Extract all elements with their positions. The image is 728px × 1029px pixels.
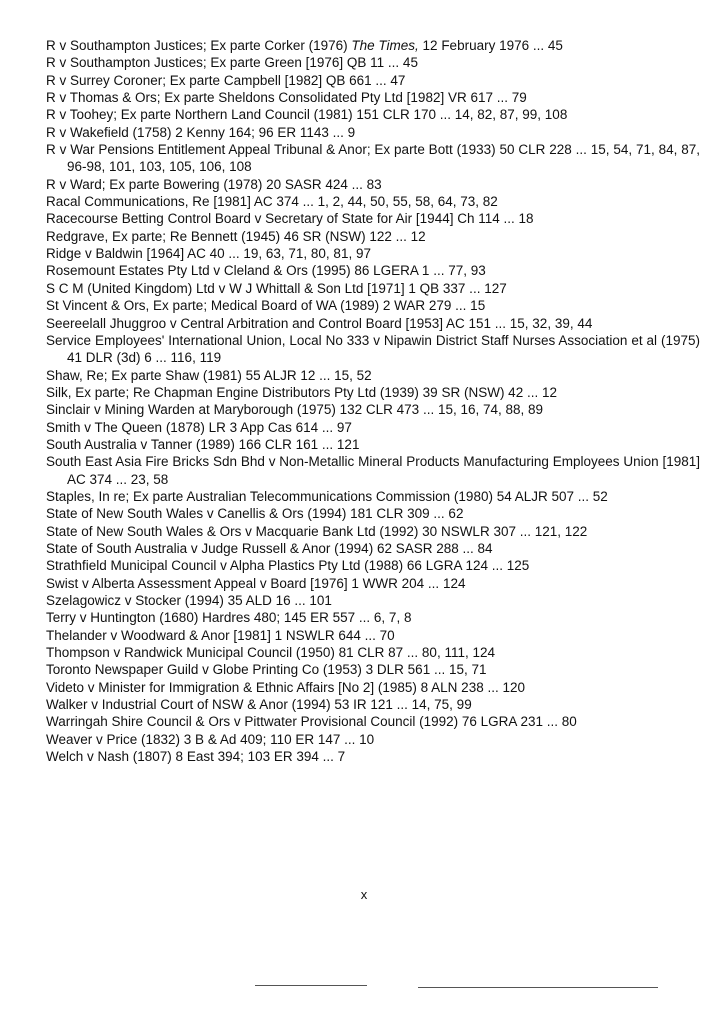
case-entry: State of New South Wales & Ors v Macquarie Bank Ltd (1992) 30 NSWLR 307 ... 121, 122 [46,523,588,539]
footer-rule-left [255,985,367,986]
report-name: The Times, [351,38,419,53]
case-entry: Strathfield Municipal Council v Alpha Plastics Pty Ltd (1988) 66 LGRA 124 ... 125 [46,558,530,574]
case-entry: R v Southampton Justices; Ex parte Corker (1976) The Times, 12 February 1976 ... 45 [46,38,563,53]
case-entry: Redgrave, Ex parte; Re Bennett (1945) 46 SR (NSW) 122 ... 12 [46,228,426,244]
case-entry: R v Toohey; Ex parte Northern Land Council (1981) 151 CLR 170 ... 14, 82, 87, 99, 108 [46,107,568,123]
case-entry: State of South Australia v Judge Russell & Anor (1994) 62 SASR 288 ... 84 [46,540,493,556]
case-entry: Ridge v Baldwin [1964] AC 40 ... 19, 63, 71, 80, 81, 97 [46,246,371,262]
case-entry: Weaver v Price (1832) 3 B & Ad 409; 110 ER 147 ... 10 [46,731,375,747]
case-entry: State of New South Wales v Canellis & Ors (1994) 181 CLR 309 ... 62 [46,506,464,522]
case-entry: Swist v Alberta Assessment Appeal v Board [1976] 1 WWR 204 ... 124 [46,575,466,591]
case-entry: South Australia v Tanner (1989) 166 CLR 161 ... 121 [46,436,360,452]
case-entry: Warringah Shire Council & Ors v Pittwater Provisional Council (1992) 76 LGRA 231 ... 80 [46,714,577,730]
table-of-cases-list [46,37,700,765]
case-entry: Toronto Newspaper Guild v Globe Printing Co (1953) 3 DLR 561 ... 15, 71 [46,662,487,678]
case-entry: Thompson v Randwick Municipal Council (1950) 81 CLR 87 ... 80, 111, 124 [46,645,495,661]
case-entry: Shaw, Re; Ex parte Shaw (1981) 55 ALJR 12 ... 15, 52 [46,367,372,383]
case-entry: R v War Pensions Entitlement Appeal Tribunal & Anor; Ex parte Bott (1933) 50 CLR 228 ... 15, 54, 71, 84, 87, 96-98, 101, 103, 105, 106, 108 [46,142,700,175]
footer-rule-right [418,987,658,988]
case-entry: Seereelall Jhuggroo v Central Arbitration and Control Board [1953] AC 151 ... 15, 32, 39, 44 [46,315,593,331]
case-entry: R v Surrey Coroner; Ex parte Campbell [1982] QB 661 ... 47 [46,72,406,88]
page-number: x [360,887,368,902]
case-entry: Racecourse Betting Control Board v Secretary of State for Air [1944] Ch 114 ... 18 [46,211,534,227]
case-entry: Service Employees' International Union, Local No 333 v Nipawin District Staff Nurses Association et al (1975) 41 DLR (3d) 6 ... 116, 119 [46,332,700,366]
case-entry: South East Asia Fire Bricks Sdn Bhd v Non-Metallic Mineral Products Manufacturing Employees Union [1981] AC 374 ... 23, 58 [46,454,700,487]
case-entry: Thelander v Woodward & Anor [1981] 1 NSWLR 644 ... 70 [46,627,395,643]
case-entry: R v Wakefield (1758) 2 Kenny 164; 96 ER 1143 ... 9 [46,124,356,140]
case-entry: St Vincent & Ors, Ex parte; Medical Board of WA (1989) 2 WAR 279 ... 15 [46,298,486,314]
case-entry: R v Thomas & Ors; Ex parte Sheldons Consolidated Pty Ltd [1982] VR 617 ... 79 [46,90,527,106]
case-entry: Smith v The Queen (1878) LR 3 App Cas 614 ... 97 [46,419,352,435]
case-entry: Videto v Minister for Immigration & Ethnic Affairs [No 2] (1985) 8 ALN 238 ... 120 [46,679,525,695]
case-entry: Racal Communications, Re [1981] AC 374 ... 1, 2, 44, 50, 55, 58, 64, 73, 82 [46,194,498,210]
case-entry: Sinclair v Mining Warden at Maryborough (1975) 132 CLR 473 ... 15, 16, 74, 88, 89 [46,402,544,418]
case-entry: Terry v Huntington (1680) Hardres 480; 145 ER 557 ... 6, 7, 8 [46,610,412,626]
case-entry: S C M (United Kingdom) Ltd v W J Whittall & Son Ltd [1971] 1 QB 337 ... 127 [46,280,507,296]
case-entry: Szelagowicz v Stocker (1994) 35 ALD 16 ... 101 [46,593,332,608]
case-entry: Walker v Industrial Court of NSW & Anor (1994) 53 IR 121 ... 14, 75, 99 [46,697,472,713]
case-entry: R v Southampton Justices; Ex parte Green [1976] QB 11 ... 45 [46,55,418,71]
case-entry: Staples, In re; Ex parte Australian Telecommunications Commission (1980) 54 ALJR 507 ... 52 [46,488,608,504]
case-entry: Welch v Nash (1807) 8 East 394; 103 ER 394 ... 7 [46,749,346,765]
case-entry: Rosemount Estates Pty Ltd v Cleland & Ors (1995) 86 LGERA 1 ... 77, 93 [46,263,486,279]
case-entry: R v Ward; Ex parte Bowering (1978) 20 SASR 424 ... 83 [46,176,382,192]
case-entry: Silk, Ex parte; Re Chapman Engine Distributors Pty Ltd (1939) 39 SR (NSW) 42 ... 12 [46,384,557,400]
